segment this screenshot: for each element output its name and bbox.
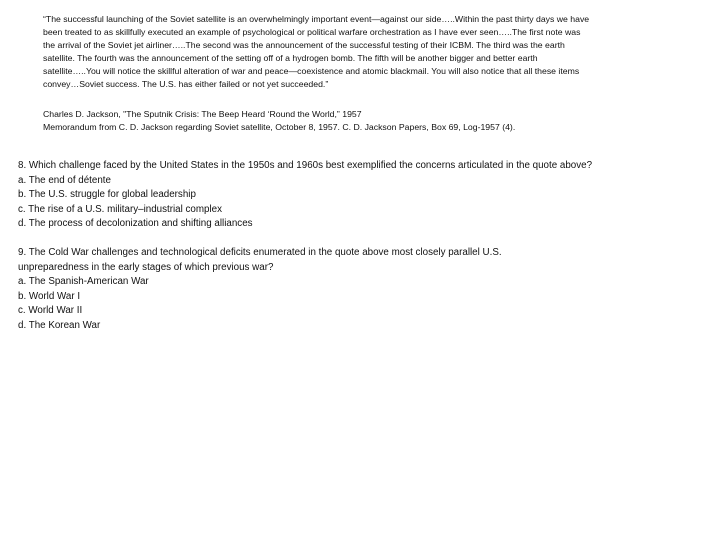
answer-option-c: c. World War II <box>18 305 83 316</box>
question-stem-continued: unpreparedness in the early stages of which previous war? <box>18 261 274 273</box>
answer-option-a: a. The end of détente <box>18 174 111 186</box>
citation-source: Memorandum from C. D. Jackson regarding Soviet satellite, October 8, 1957. C. D. Jackson Papers, Box 69, Log-1957 (4). <box>43 122 516 132</box>
quote-line: the arrival of the Soviet jet airliner…..The second was the announcement of the successful testing of their ICBM. The third was the earth <box>43 40 565 50</box>
answer-option-b: b. World War I <box>18 290 81 302</box>
answer-option-c: c. The rise of a U.S. military–industrial complex <box>18 203 222 215</box>
answer-option-b: b. The U.S. struggle for global leadership <box>18 189 196 200</box>
quote-block <box>43 13 683 91</box>
question-9 <box>18 246 708 333</box>
citation <box>43 108 683 134</box>
citation-title: Charles D. Jackson, "The Sputnik Crisis: The Beep Heard ‘Round the World,” 1957 <box>43 109 362 119</box>
answer-option-a: a. The Spanish-American War <box>18 276 149 287</box>
question-stem: 9. The Cold War challenges and technological deficits enumerated in the quote above most closely parallel U.S. <box>18 247 502 258</box>
question-8 <box>18 159 708 232</box>
quote-line: been treated to as skillfully executed an example of psychological or political warfare orchestration as I have ever seen…..The first note was <box>43 27 581 37</box>
answer-option-d: d. The process of decolonization and shifting alliances <box>18 218 253 229</box>
question-stem: 8. Which challenge faced by the United States in the 1950s and 1960s best exemplified the concerns articulated in the quote above? <box>18 160 593 171</box>
quote-line: “The successful launching of the Soviet satellite is an overwhelmingly important event—against our side…..Within the past thirty days we have <box>43 14 590 24</box>
quote-line: convey…Soviet success. The U.S. has either failed or not yet succeeded.” <box>43 79 329 89</box>
answer-option-d: d. The Korean War <box>18 319 101 331</box>
quote-line: satellite…..You will notice the skillful alteration of war and peace—coexistence and atomic blackmail. You will also notice that all these items <box>43 66 580 76</box>
quote-line: satellite. The fourth was the announcement of the setting off of a hydrogen bomb. The fifth will be another bigger and better earth <box>43 53 538 63</box>
